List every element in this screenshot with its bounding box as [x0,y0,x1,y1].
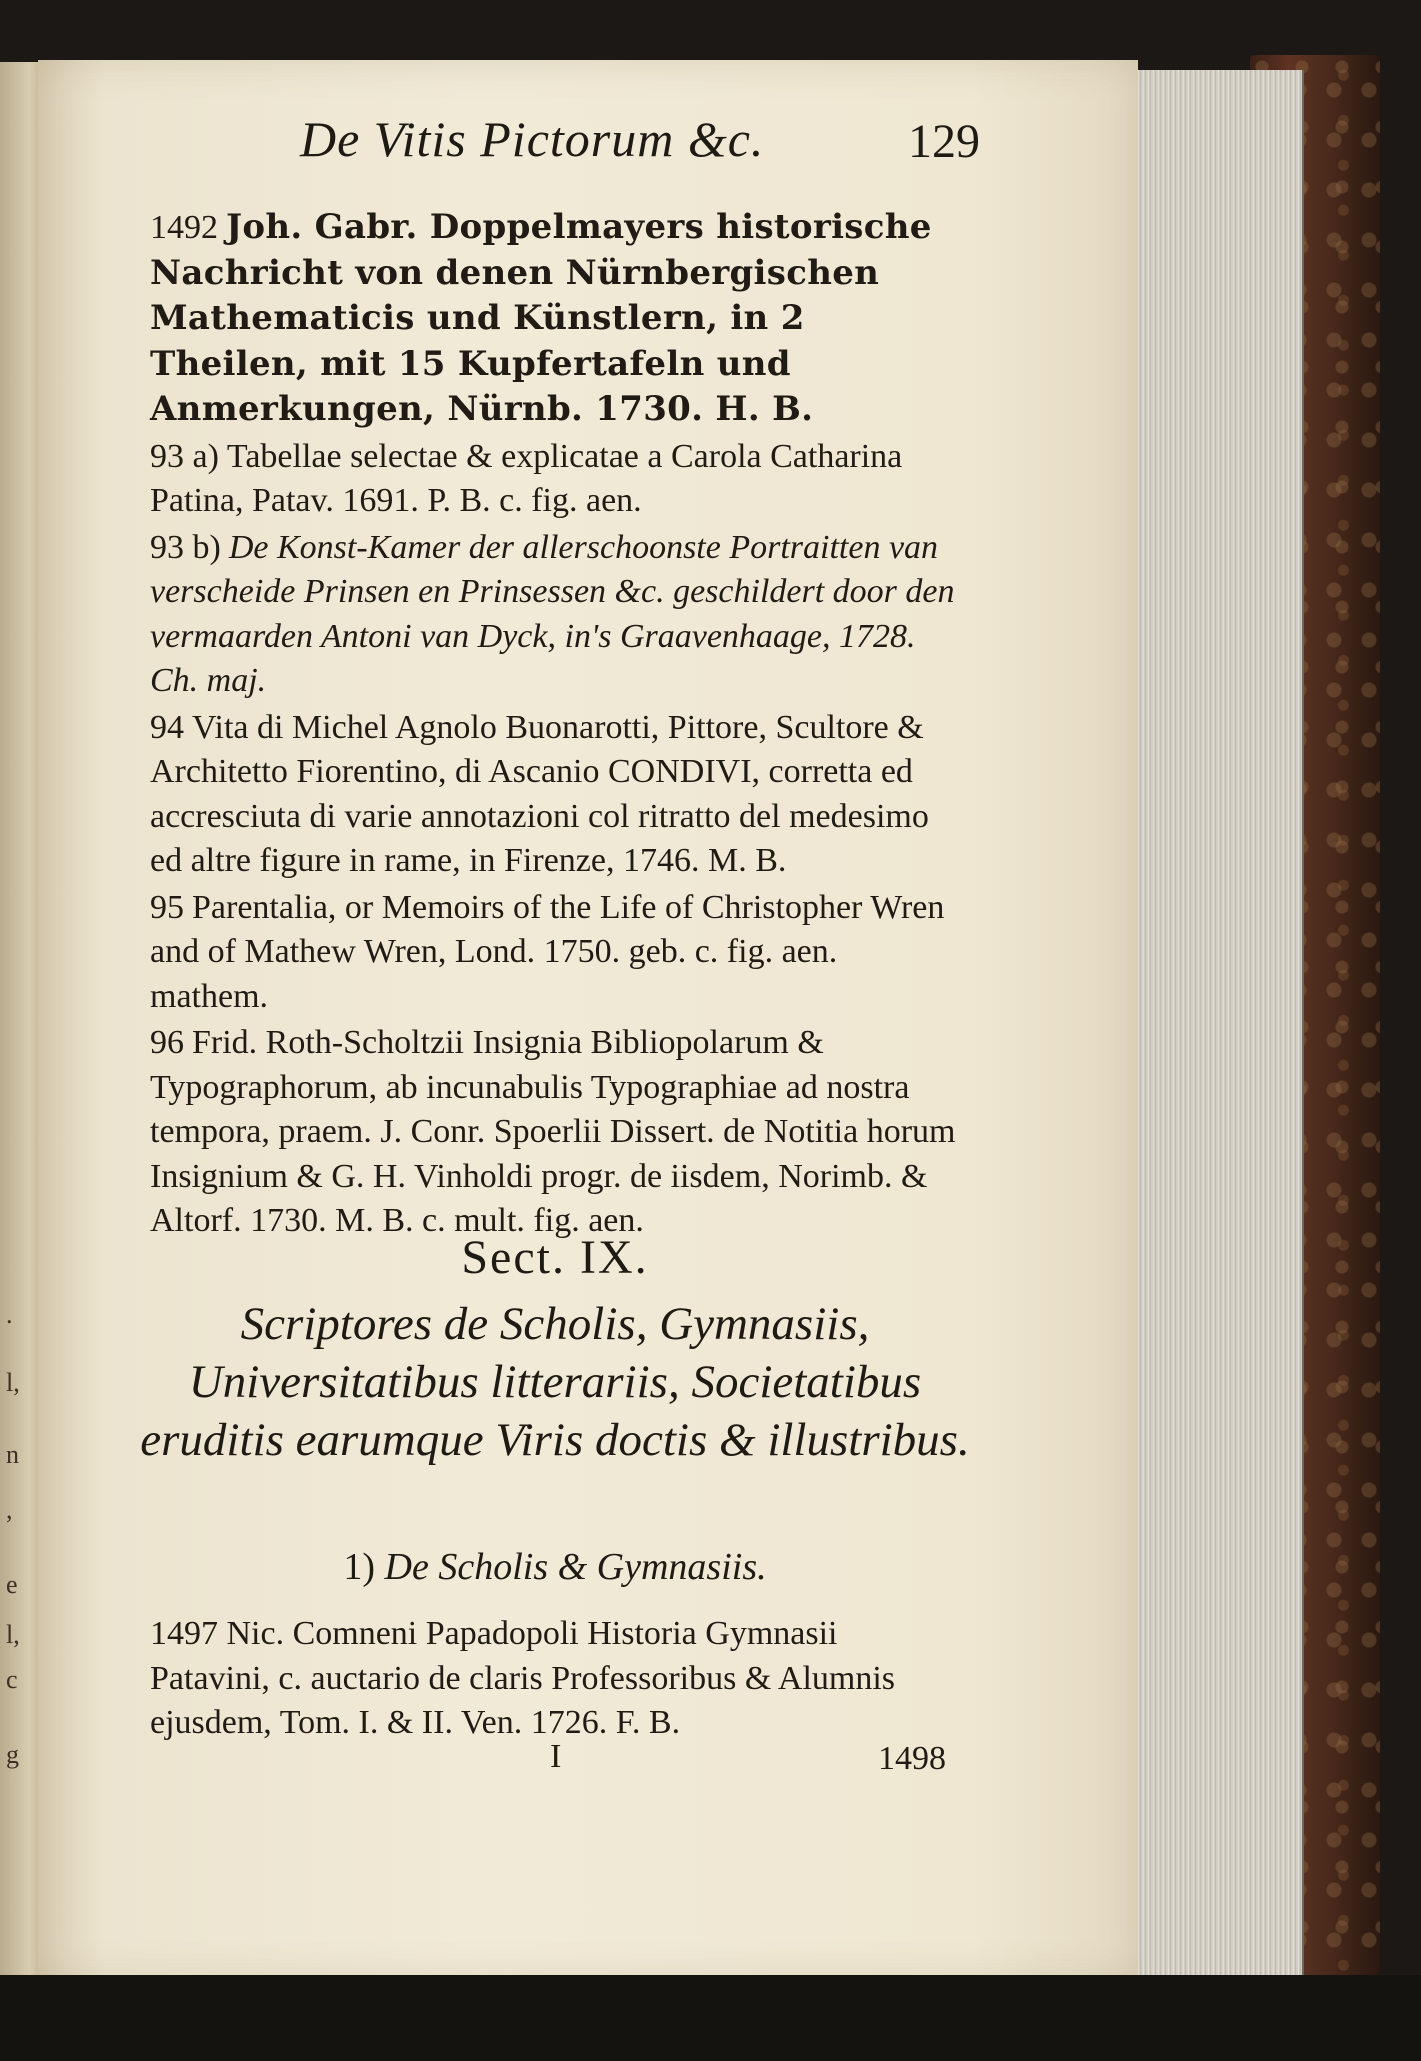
entry-93b [150,526,960,704]
margin-mark: l, [6,1368,20,1397]
entry-text: Nic. Comneni Papadopoli Historia Gymnasii Patavini, c. auctario de claris Professoribus & Alumnis ejusdem, Tom. I. & II. Ven. 1726. F. B. [150,1615,896,1741]
entry-number: 94 [150,708,184,746]
entry-text: Tabellae selectae & explicatae a Carola Catharina Patina, Patav. 1691. P. B. c. fig. aen. [150,437,903,519]
margin-mark: g [6,1740,19,1769]
catchword: 1498 [878,1740,946,1777]
entry-number: 1497 [150,1615,218,1652]
subsection-number: 1) [343,1546,376,1588]
margin-mark: n [6,1440,19,1469]
entry-text: Frid. Roth-Scholtzii Insignia Bibliopolarum & Typographorum, ab incunabulis Typographiae ad nostra tempora, praem. J. Conr. Spoerlii Dissert. de Notitia horum Insignium & G. H. Vinholdi progr. de iisdem, Norimb. & Altorf. 1730. M. B. c. mult. fig. aen. [150,1024,956,1239]
entry-number: 1492 [150,209,218,246]
entry-number: 93 a) [150,437,219,475]
page-header [300,110,980,180]
entry-number: 93 b) [150,528,221,566]
entry-text: Vita di Michel Agnolo Buonarotti, Pittore, Scultore & Architetto Fiorentino, di Ascanio CONDIVI, corretta ed accresciuta di varie annotazioni col ritratto del medesimo ed altre figure in rame, in Firenze, 1746. M. B. [150,708,929,879]
margin-mark: l, [6,1620,20,1649]
background-shadow [0,1975,1421,2061]
entry-1497 [150,1612,960,1746]
entry-93a [150,435,960,524]
signature-mark: I [550,1738,562,1775]
page-fore-edge [1130,70,1304,1990]
entry-text: Parentalia, or Memoirs of the Life of Christopher Wren and of Mathew Wren, Lond. 1750. geb. c. fig. aen. mathem. [150,888,945,1015]
facing-page-marks [2,0,38,2061]
running-title: De Vitis Pictorum &c. [300,111,765,167]
margin-mark: , [6,1495,13,1524]
section-title: Scriptores de Scholis, Gymnasiis, Universitatibus litterariis, Societatibus eruditis earumque Viris doctis & illustribus. [140,1298,970,1466]
subsection-heading [150,1545,960,1589]
entry-text: De Konst-Kamer der allerschoonste Portraitten van verscheide Prinsen en Prinsessen &c. geschildert door den vermaarden Antoni van Dyck, in's Graavenhaage, 1728. Ch. maj. [150,528,955,699]
entry-94 [150,706,960,884]
entry-95 [150,886,960,1020]
entry-text: Joh. Gabr. Doppelmayers historische Nachricht von denen Nürnbergischen Mathematicis und Künstlern, in 2 Theilen, mit 15 Kupfertafeln und Anmerkungen, Nürnb. 1730. H. B. [150,207,932,429]
page-number: 129 [908,115,980,168]
section-heading: Sect. IX. [461,1231,649,1284]
bibliography-entries [150,205,960,1246]
entry-1492 [150,205,960,433]
margin-mark: . [6,1300,13,1329]
margin-mark: e [6,1570,18,1599]
entry-96 [150,1021,960,1244]
margin-mark: c [6,1665,18,1694]
subsection-title: De Scholis & Gymnasiis. [384,1546,767,1588]
entry-number: 96 [150,1024,184,1061]
entry-number: 95 [150,888,184,926]
